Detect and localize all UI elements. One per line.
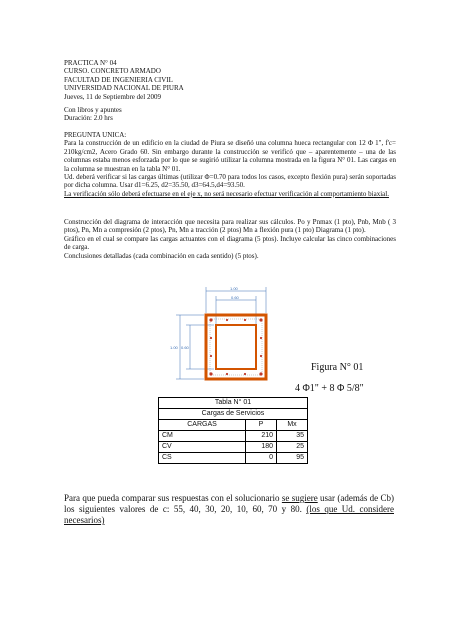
row-mx: 25 <box>277 442 308 453</box>
closing-suggest: se sugiere <box>281 493 318 503</box>
rebar <box>226 319 228 321</box>
task-1: Construcción del diagrama de interacción que necesita para realizar sus cálculos. Po y Pnmax (1 pto), Pnb, Mnb ( 3 ptos), Pn, Mn a compresión (2 ptos), Pn, Mn a tracción (2 ptos) Mn a flexión pura (1 pto) Diagrama (1 pto). <box>64 218 396 235</box>
question-body: Para la construcción de un edificio en la ciudad de Piura se diseñó una columna hueca rectangular con 12 Φ 1", f'c= 210kg/cm2, Acero Grado 60. Sin embargo durante la construcción se verificó que – aparentemente – una de las columnas estaba menos esforzada por lo que se sugirió utilizar la columna mostrada en la figura N° 01. Las cargas en la columna se muestran en la tabla N° 01. <box>64 139 396 173</box>
col-header-mx: Mx <box>277 420 308 431</box>
rebar <box>244 319 246 321</box>
table-subtitle: Cargas de Servicios <box>159 409 308 420</box>
task-3: Conclusiones detalladas (cada combinación en cada sentido) (5 ptos). <box>64 251 259 260</box>
row-p: 210 <box>246 431 277 442</box>
faculty-name: FACULTAD DE INGENIERIA CIVIL <box>64 75 173 84</box>
table-title: Tabla N° 01 <box>159 398 308 409</box>
closing-text-1: Para que pueda comparar sus respuestas con el solucionario <box>64 493 282 503</box>
question-title: PREGUNTA UNICA: <box>64 131 127 139</box>
rebar-corner <box>209 318 212 321</box>
question-instruction: Ud. deberá verificar si las cargas últimas (utilizar Φ=0.70 para todos los casos, excepto flexión pura) serán soportadas por dicha columna. Usar d1=6.25, d2=35.50, d3=64.5,d4=93.50. <box>64 173 396 190</box>
rebar <box>226 373 228 375</box>
rebar-corner <box>209 372 212 375</box>
column-inner-edge <box>216 325 256 369</box>
rebar <box>210 355 212 357</box>
dim-inner-height: 0.60 <box>181 345 189 350</box>
loads-table <box>158 397 308 464</box>
conditions: Con libros y apuntes <box>64 106 122 114</box>
course-name: CURSO. CONCRETO ARMADO <box>64 67 161 76</box>
question-block <box>64 131 396 198</box>
stirrup-outline <box>210 319 262 375</box>
rebar <box>260 337 262 339</box>
closing-optional: (los que Ud. considere necesarios) <box>64 504 394 525</box>
figure-rebar-spec: 4 Φ1" + 8 Φ 5/8" <box>295 383 364 394</box>
row-label: CV <box>159 442 246 453</box>
task-2: Gráfico en el cual se compare las cargas actuantes con el diagrama (5 ptos). Incluye calcular las cinco combinaciones de carga. <box>64 234 396 252</box>
rebar <box>260 355 262 357</box>
rebar-group <box>209 318 262 375</box>
table-row <box>159 431 308 442</box>
dim-inner-width: 0.60 <box>231 295 239 300</box>
closing-text-2: usar (además de Cb) los siguientes valores de c: 55, 40, 30, 20, 10, 60, 70 y 80. <box>64 493 394 514</box>
exam-date: Jueves, 11 de Septiembre del 2009 <box>64 92 161 101</box>
practice-number: PRACTICA N° 04 <box>64 59 117 67</box>
table-header-row <box>159 420 308 431</box>
table-row <box>159 453 308 464</box>
dim-outer-width: 1.00 <box>230 286 238 291</box>
rebar <box>210 337 212 339</box>
col-header-cargas: CARGAS <box>159 420 246 431</box>
row-label: CS <box>159 453 246 464</box>
row-label: CM <box>159 431 246 442</box>
university-name: UNIVERSIDAD NACIONAL DE PIURA <box>64 84 184 93</box>
row-mx: 95 <box>277 453 308 464</box>
rebar <box>244 373 246 375</box>
question-note: La verificación sólo deberá efectuarse en el eje x, no será necesario efectuar verificación al comportamiento biaxial. <box>64 189 389 198</box>
rebar-corner <box>259 318 262 321</box>
row-p: 180 <box>246 442 277 453</box>
tasks-block <box>64 218 396 260</box>
row-mx: 35 <box>277 431 308 442</box>
figure-caption: Figura N° 01 <box>311 362 364 373</box>
header-block <box>64 59 396 101</box>
duration: Duración: 2.0 hrs <box>64 114 113 123</box>
closing-paragraph <box>64 493 394 526</box>
rebar-corner <box>259 372 262 375</box>
row-p: 0 <box>246 453 277 464</box>
dim-outer-height: 1.00 <box>170 345 178 350</box>
column-section-figure <box>168 283 278 393</box>
meta-block <box>64 106 396 123</box>
table-row <box>159 442 308 453</box>
col-header-p: P <box>246 420 277 431</box>
